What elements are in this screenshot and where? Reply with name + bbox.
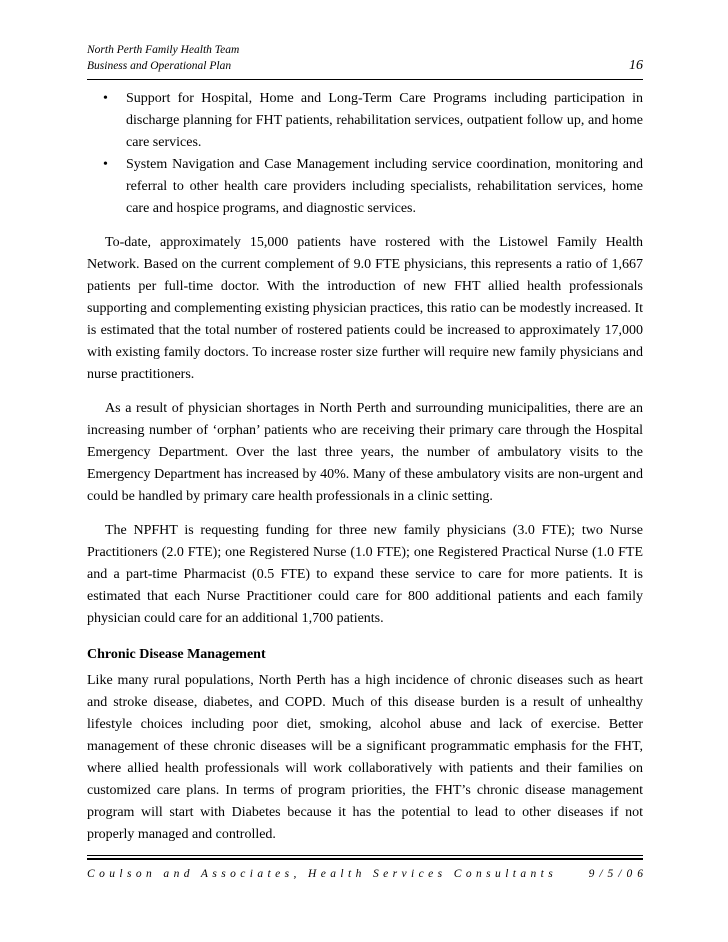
page-number: 16 [629,58,643,73]
header-divider [87,79,643,80]
bullet-item [87,88,643,154]
header-line-2 [87,58,643,74]
bullet-list [87,88,643,220]
header-doc-title: Business and Operational Plan [87,60,232,72]
page-footer [87,868,648,880]
bullet-text: Support for Hospital, Home and Long-Term Care Programs including participation in discharge planning for FHT patients, rehabilitation services, outpatient follow up, and home care services. [126,91,643,150]
bullet-text: System Navigation and Case Management including service coordination, monitoring and referral to other health care providers including specialists, rehabilitation services, home care and hospice programs, and diagnostic services. [126,157,643,216]
paragraph-orphan-patients: As a result of physician shortages in North Perth and surrounding municipalities, there are an increasing number of ‘orphan’ patients who are receiving their primary care through the Hospital Emergency Department. Over the last three years, the number of ambulatory visits to the Emergency Department has increased by 40%. Many of these ambulatory visits are non-urgent and could be handled by primary care health professionals in a clinic setting. [87,401,643,504]
bullet-item [87,154,643,220]
bullet-icon: • [103,157,108,172]
section-body: Like many rural populations, North Perth has a high incidence of chronic diseases such as heart and stroke disease, diabetes, and COPD. Much of this disease burden is a result of unhealthy lifestyle choices including poor diet, smoking, alcohol abuse and lack of exercise. Better management of these chronic diseases will be a significant programmatic emphasis for the FHT, where allied health professionals will work collaboratively with patients and their families on customized care plans. In terms of program priorities, the FHT’s chronic disease management program will start with Diabetes because it has the potential to lead to other diseases if not properly managed and controlled. [87,673,643,842]
footer-divider-thin [87,855,643,856]
page-content [87,88,643,846]
paragraph-funding-request: The NPFHT is requesting funding for three new family physicians (3.0 FTE); two Nurse Practitioners (2.0 FTE); one Registered Nurse (1.0 FTE); one Registered Practical Nurse (1.0 FTE and a part-time Pharmacist (0.5 FTE) to expand these service to care for more patients. It is estimated that each Nurse Practitioner could care for 800 additional patients and each family physician could care for an additional 1,700 patients. [87,523,643,626]
section-heading: Chronic Disease Management [87,647,266,662]
bullet-icon: • [103,91,108,106]
page-header [87,42,643,74]
paragraph-roster: To-date, approximately 15,000 patients have rostered with the Listowel Family Health Network. Based on the current complement of 9.0 FTE physicians, this represents a ratio of 1,667 patients per full-time doctor. With the introduction of new FHT allied health professionals supporting and complementing existing physician practices, this ratio can be modestly increased. It is estimated that the total number of rostered patients could be increased to approximately 17,000 with existing family doctors. To increase roster size further will require new family physicians and nurse practitioners. [87,235,643,382]
footer-divider-thick [87,858,643,860]
footer-date: 9/5/06 [588,868,648,880]
footer-consultant: Coulson and Associates, Health Services Consultants [87,868,558,880]
header-org: North Perth Family Health Team [87,44,240,56]
